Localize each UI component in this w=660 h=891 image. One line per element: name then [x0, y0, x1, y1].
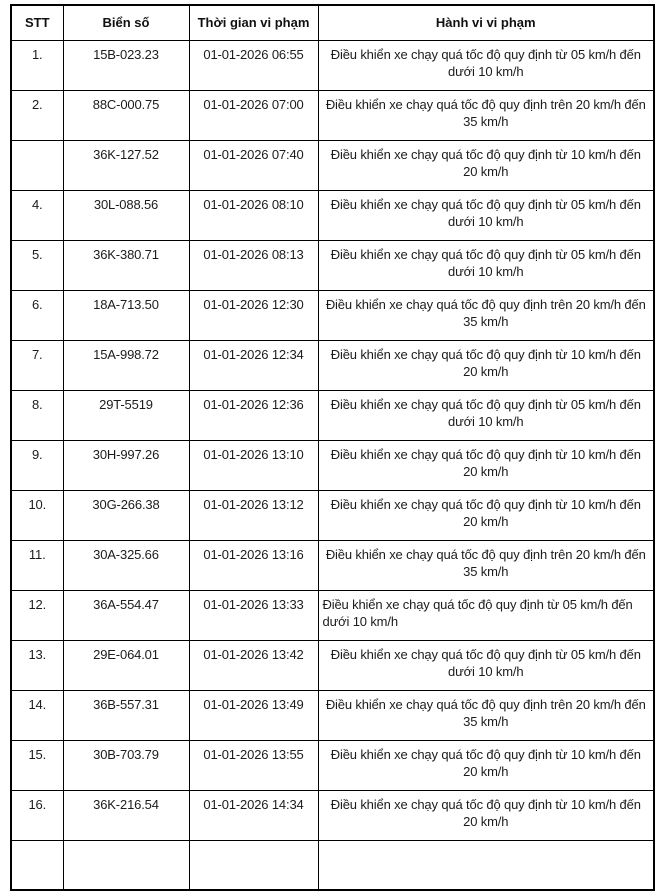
header-stt: STT	[11, 5, 63, 40]
violation-cell: Điều khiển xe chạy quá tốc độ quy định từ 05 km/h đến dưới 10 km/h	[318, 190, 654, 240]
time-cell: 01-01-2026 13:33	[189, 590, 318, 640]
stt-cell: 14.	[11, 690, 63, 740]
plate-cell: 36K-127.52	[63, 140, 189, 190]
violation-cell: Điều khiển xe chạy quá tốc độ quy định trên 20 km/h đến 35 km/h	[318, 540, 654, 590]
violation-cell: Điều khiển xe chạy quá tốc độ quy định từ 10 km/h đến 20 km/h	[318, 340, 654, 390]
stt-cell: 11.	[11, 540, 63, 590]
stt-cell: 16.	[11, 790, 63, 840]
table-row	[11, 290, 654, 340]
violation-cell: Điều khiển xe chạy quá tốc độ quy định từ 05 km/h đến dưới 10 km/h	[318, 640, 654, 690]
stt-cell: 12.	[11, 590, 63, 640]
plate-cell: 36A-554.47	[63, 590, 189, 640]
violation-cell: Điều khiển xe chạy quá tốc độ quy định từ 05 km/h đến dưới 10 km/h	[318, 240, 654, 290]
plate-cell: 30G-266.38	[63, 490, 189, 540]
time-cell: 01-01-2026 13:42	[189, 640, 318, 690]
table-row	[11, 90, 654, 140]
violation-cell	[318, 840, 654, 890]
time-cell: 01-01-2026 12:30	[189, 290, 318, 340]
stt-cell: 13.	[11, 640, 63, 690]
time-cell: 01-01-2026 13:49	[189, 690, 318, 740]
violations-table	[10, 4, 655, 891]
table-row	[11, 440, 654, 490]
time-cell: 01-01-2026 07:00	[189, 90, 318, 140]
stt-cell: 4.	[11, 190, 63, 240]
table-row	[11, 40, 654, 90]
stt-cell: 6.	[11, 290, 63, 340]
plate-cell: 36B-557.31	[63, 690, 189, 740]
time-cell: 01-01-2026 14:34	[189, 790, 318, 840]
violation-cell: Điều khiển xe chạy quá tốc độ quy định từ 10 km/h đến 20 km/h	[318, 490, 654, 540]
table-row	[11, 190, 654, 240]
stt-cell: 15.	[11, 740, 63, 790]
table-body	[11, 40, 654, 890]
table-row	[11, 840, 654, 890]
plate-cell: 30H-997.26	[63, 440, 189, 490]
table-row	[11, 340, 654, 390]
header-plate: Biển số	[63, 5, 189, 40]
time-cell: 01-01-2026 08:10	[189, 190, 318, 240]
plate-cell: 36K-216.54	[63, 790, 189, 840]
plate-cell: 88C-000.75	[63, 90, 189, 140]
violation-cell: Điều khiển xe chạy quá tốc độ quy định từ 05 km/h đến dưới 10 km/h	[318, 590, 654, 640]
violation-cell: Điều khiển xe chạy quá tốc độ quy định từ 05 km/h đến dưới 10 km/h	[318, 390, 654, 440]
violation-cell: Điều khiển xe chạy quá tốc độ quy định trên 20 km/h đến 35 km/h	[318, 690, 654, 740]
table-row	[11, 640, 654, 690]
plate-cell: 30L-088.56	[63, 190, 189, 240]
violation-cell: Điều khiển xe chạy quá tốc độ quy định từ 10 km/h đến 20 km/h	[318, 790, 654, 840]
stt-cell: 10.	[11, 490, 63, 540]
plate-cell: 29E-064.01	[63, 640, 189, 690]
time-cell: 01-01-2026 13:16	[189, 540, 318, 590]
time-cell: 01-01-2026 13:12	[189, 490, 318, 540]
plate-cell: 30A-325.66	[63, 540, 189, 590]
table-row	[11, 790, 654, 840]
header-violation: Hành vi vi phạm	[318, 5, 654, 40]
plate-cell: 36K-380.71	[63, 240, 189, 290]
violation-cell: Điều khiển xe chạy quá tốc độ quy định từ 10 km/h đến 20 km/h	[318, 440, 654, 490]
time-cell: 01-01-2026 08:13	[189, 240, 318, 290]
stt-cell: 5.	[11, 240, 63, 290]
stt-cell: 9.	[11, 440, 63, 490]
time-cell: 01-01-2026 07:40	[189, 140, 318, 190]
table-row	[11, 540, 654, 590]
plate-cell: 15B-023.23	[63, 40, 189, 90]
table-row	[11, 490, 654, 540]
time-cell: 01-01-2026 12:36	[189, 390, 318, 440]
table-row	[11, 740, 654, 790]
violation-cell: Điều khiển xe chạy quá tốc độ quy định trên 20 km/h đến 35 km/h	[318, 90, 654, 140]
table-row	[11, 690, 654, 740]
table-row	[11, 590, 654, 640]
stt-cell	[11, 840, 63, 890]
violation-cell: Điều khiển xe chạy quá tốc độ quy định từ 10 km/h đến 20 km/h	[318, 140, 654, 190]
stt-cell: 8.	[11, 390, 63, 440]
plate-cell: 29T-5519	[63, 390, 189, 440]
stt-cell: 7.	[11, 340, 63, 390]
time-cell: 01-01-2026 12:34	[189, 340, 318, 390]
plate-cell: 15A-998.72	[63, 340, 189, 390]
table-header-row	[11, 5, 654, 40]
time-cell: 01-01-2026 13:10	[189, 440, 318, 490]
stt-cell	[11, 140, 63, 190]
plate-cell	[63, 840, 189, 890]
violation-cell: Điều khiển xe chạy quá tốc độ quy định từ 10 km/h đến 20 km/h	[318, 740, 654, 790]
stt-cell: 2.	[11, 90, 63, 140]
plate-cell: 18A-713.50	[63, 290, 189, 340]
violation-cell: Điều khiển xe chạy quá tốc độ quy định từ 05 km/h đến dưới 10 km/h	[318, 40, 654, 90]
table-row	[11, 140, 654, 190]
violation-cell: Điều khiển xe chạy quá tốc độ quy định trên 20 km/h đến 35 km/h	[318, 290, 654, 340]
stt-cell: 1.	[11, 40, 63, 90]
time-cell: 01-01-2026 06:55	[189, 40, 318, 90]
plate-cell: 30B-703.79	[63, 740, 189, 790]
time-cell	[189, 840, 318, 890]
table-row	[11, 240, 654, 290]
table-row	[11, 390, 654, 440]
header-time: Thời gian vi phạm	[189, 5, 318, 40]
time-cell: 01-01-2026 13:55	[189, 740, 318, 790]
